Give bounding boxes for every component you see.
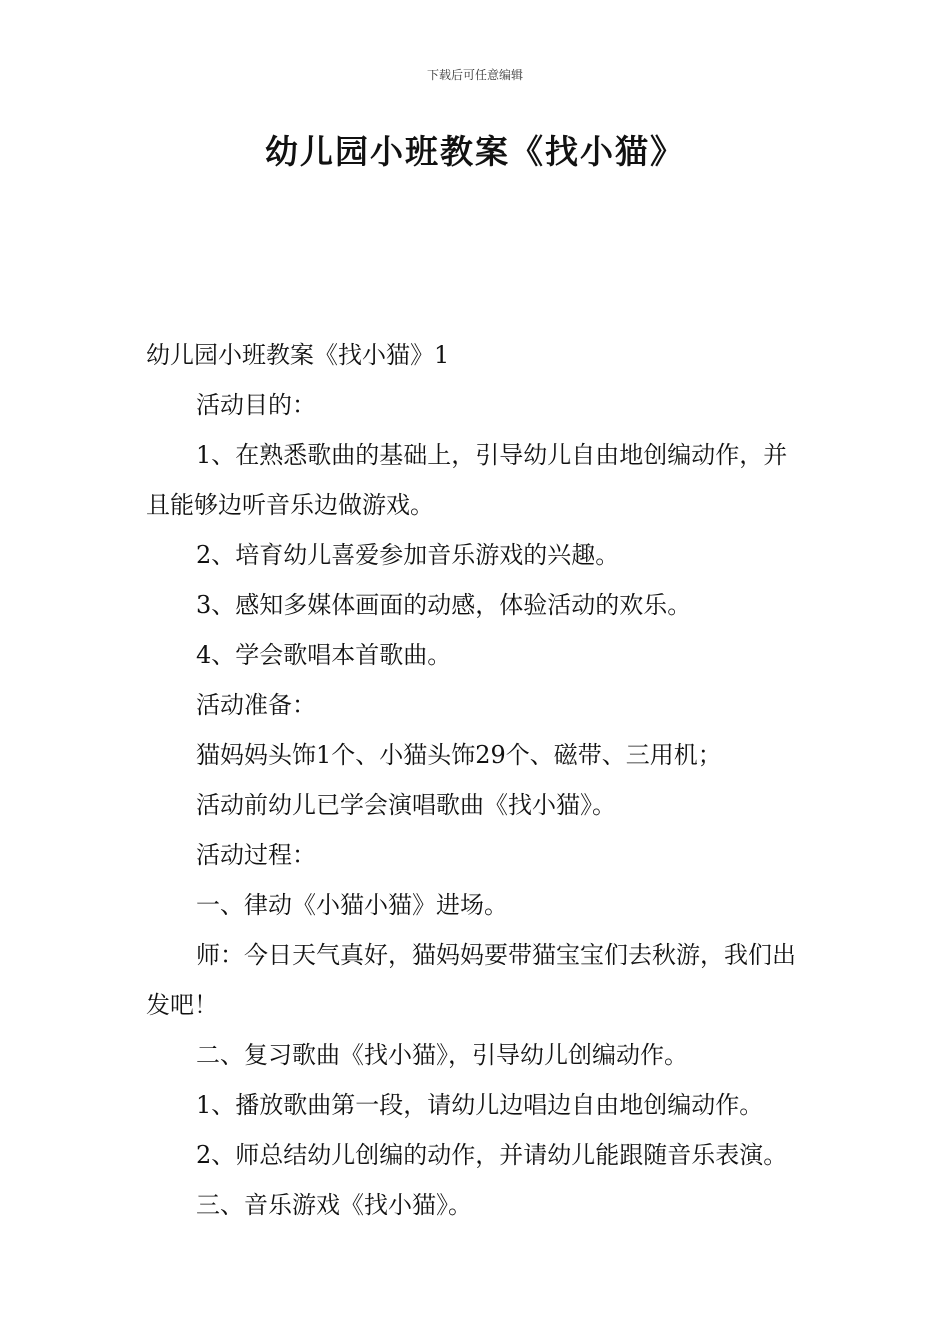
paragraph-teacher-line: 师：今日天气真好，猫妈妈要带猫宝宝们去秋游，我们出发吧！ bbox=[146, 941, 796, 1019]
paragraph-objective-3: 3、感知多媒体画面的动感，体验活动的欢乐。 bbox=[196, 591, 692, 619]
paragraph-section-heading: 幼儿园小班教案《找小猫》1 bbox=[146, 341, 450, 369]
header-note: 下载后可任意编辑 bbox=[426, 68, 523, 82]
document-body bbox=[146, 330, 810, 1230]
paragraph-objectives-heading: 活动目的： bbox=[196, 391, 316, 419]
paragraph-objective-4: 4、学会歌唱本首歌曲。 bbox=[196, 641, 452, 669]
paragraph-step-2-1: 1、播放歌曲第一段，请幼儿边唱边自由地创编动作。 bbox=[196, 1091, 764, 1119]
paragraph-objective-2: 2、培育幼儿喜爱参加音乐游戏的兴趣。 bbox=[196, 541, 620, 569]
paragraph-preparation-heading: 活动准备： bbox=[196, 691, 316, 719]
paragraph-step-1: 一、律动《小猫小猫》进场。 bbox=[196, 891, 508, 919]
paragraph-process-heading: 活动过程： bbox=[196, 841, 316, 869]
paragraph-step-2-2: 2、师总结幼儿创编的动作，并请幼儿能跟随音乐表演。 bbox=[196, 1141, 788, 1169]
paragraph-step-2: 二、复习歌曲《找小猫》，引导幼儿创编动作。 bbox=[196, 1041, 688, 1069]
paragraph-preparation-materials: 猫妈妈头饰1个、小猫头饰29个、磁带、三用机； bbox=[196, 741, 722, 769]
paragraph-preparation-prior: 活动前幼儿已学会演唱歌曲《找小猫》。 bbox=[196, 791, 616, 819]
paragraph-step-3: 三、音乐游戏《找小猫》。 bbox=[196, 1191, 472, 1219]
document-title: 幼儿园小班教案《找小猫》 bbox=[265, 132, 685, 171]
paragraph-objective-1: 1、在熟悉歌曲的基础上，引导幼儿自由地创编动作，并且能够边听音乐边做游戏。 bbox=[146, 441, 788, 519]
